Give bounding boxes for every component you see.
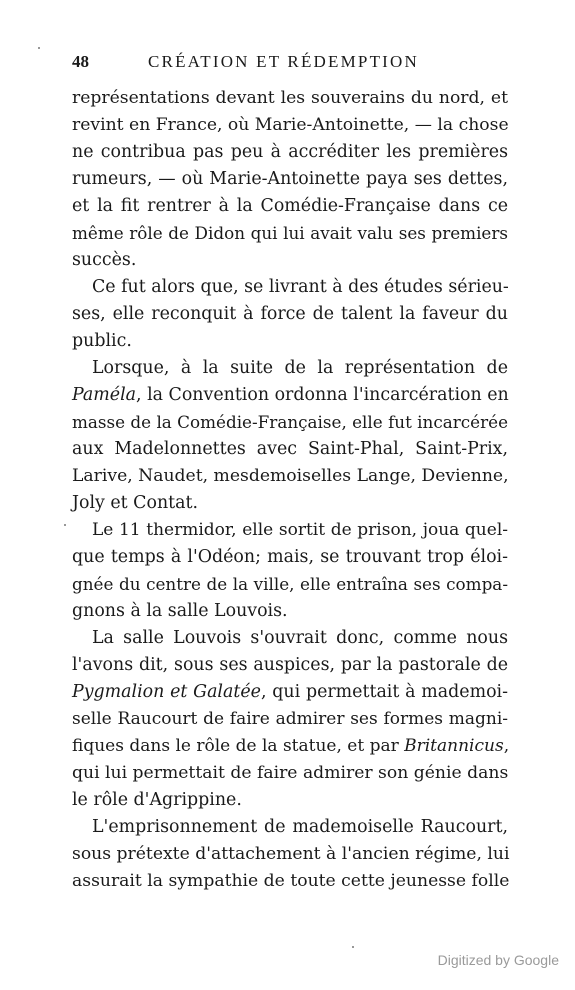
text-line: L'emprisonnement de mademoiselle Raucourt, [92, 817, 508, 837]
text-line: Le 11 thermidor, elle sortit de prison, joua quel- [92, 520, 508, 540]
text-line: gnons à la salle Louvois. [72, 601, 288, 621]
text-line: l'avons dit, sous ses auspices, par la pastorale de [72, 655, 508, 675]
text-line: que temps à l'Odéon; mais, se trouvant trop éloi- [72, 547, 508, 567]
running-title: CRÉATION ET RÉDEMPTION [148, 52, 419, 71]
italic-title: Paméla [72, 385, 137, 405]
text-line: succès. [72, 250, 137, 270]
scan-speck [64, 524, 66, 526]
text-line: aux Madelonnettes avec Saint-Phal, Saint-Prix, [72, 439, 508, 459]
text-line: même rôle de Didon qui lui avait valu ses premiers [72, 223, 508, 243]
italic-title: Pygmalion et Galatée [72, 682, 261, 702]
text-line: assurait la sympathie de toute cette jeunesse folle [72, 871, 510, 891]
page-number: 48 [72, 52, 89, 71]
text-line: Larive, Naudet, mesdemoiselles Lange, Devienne, [72, 466, 509, 486]
text-line: rumeurs, — où Marie-Antoinette paya ses dettes, [72, 169, 508, 189]
text-line: qui lui permettait de faire admirer son génie dans [72, 763, 509, 783]
scan-speck [38, 47, 40, 49]
text-line: le rôle d'Agrippine. [72, 790, 242, 810]
text-line: revint en France, où Marie-Antoinette, — la chose [72, 115, 509, 135]
page-header [72, 52, 508, 76]
italic-title: Britannicus [404, 736, 504, 756]
scan-speck [352, 946, 354, 948]
digitized-watermark: Digitized by Google [437, 952, 559, 968]
text-line: fiques dans le rôle de la statue, et par Britannicus, [72, 736, 510, 756]
text-line: sous prétexte d'attachement à l'ancien régime, lui [72, 844, 510, 864]
text-line: ses, elle reconquit à force de talent la faveur du [72, 304, 508, 324]
text-line: masse de la Comédie-Française, elle fut incarcérée [72, 412, 508, 432]
text-line: et la fit rentrer à la Comédie-Française dans ce [72, 196, 508, 216]
text-line: Paméla, la Convention ordonna l'incarcération en [72, 385, 509, 405]
text-line: Lorsque, à la suite de la représentation de [92, 358, 508, 378]
text-line: selle Raucourt de faire admirer ses formes magni- [72, 709, 508, 729]
body-text [72, 85, 508, 895]
text-line: La salle Louvois s'ouvrait donc, comme nous [92, 628, 508, 648]
text-line: ne contribua pas peu à accréditer les premières [72, 142, 508, 162]
text-line: Pygmalion et Galatée, qui permettait à mademoi- [72, 682, 508, 702]
text-line: gnée du centre de la ville, elle entraîna ses compa- [72, 574, 508, 594]
text-line: Ce fut alors que, se livrant à des études sérieu- [92, 277, 509, 297]
text-line: public. [72, 331, 132, 351]
text-line: Joly et Contat. [72, 493, 199, 513]
text-line: représentations devant les souverains du nord, et [72, 88, 508, 108]
